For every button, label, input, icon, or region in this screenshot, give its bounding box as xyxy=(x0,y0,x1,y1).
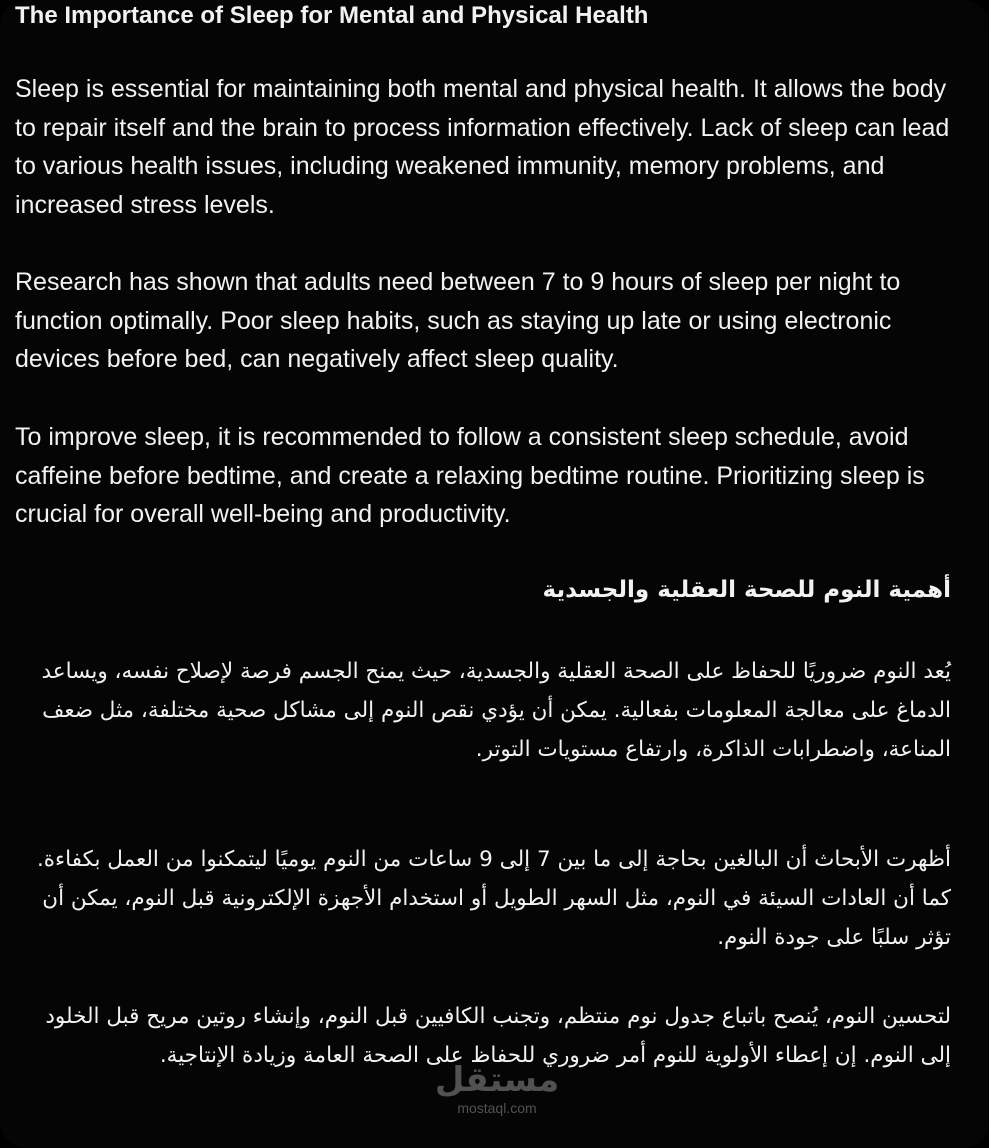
english-paragraph-1: Sleep is essential for maintaining both mental and physical health. It allows the body to repair itself and the brain to process information effectively. Lack of sleep can lead to various health issues, including weakened immunity, memory problems, and increased stress levels. xyxy=(15,75,950,219)
arabic-paragraph-1: يُعد النوم ضروريًا للحفاظ على الصحة العقلية والجسدية، حيث يمنح الجسم فرصة لإصلاح نفسه، ويساعد الدماغ على معالجة المعلومات بفعالية. يمكن أن يؤدي نقص النوم إلى مشاكل صحية مختلفة، مثل ضعف المناعة، واضطرابات الذاكرة، وارتفاع مستويات التوتر. xyxy=(41,659,951,762)
arabic-paragraph-2: أظهرت الأبحاث أن البالغين بحاجة إلى ما بين 7 إلى 9 ساعات من النوم يوميًا ليتمكنوا من العمل بكفاءة. كما أن العادات السيئة في النوم، مثل السهر الطويل أو استخدام الأجهزة الإلكترونية قبل النوم، يمكن أن تؤثر سلبًا على جودة النوم. xyxy=(36,847,951,950)
watermark-url: mostaql.com xyxy=(457,1100,537,1116)
arabic-section xyxy=(21,570,951,1068)
arabic-title: أهمية النوم للصحة العقلية والجسدية xyxy=(542,577,951,603)
watermark-logo: مستقل xyxy=(434,1060,560,1100)
english-paragraph-2: Research has shown that adults need between 7 to 9 hours of sleep per night to function optimally. Poor sleep habits, such as staying up late or using electronic devices before bed, can negatively affect sleep quality. xyxy=(15,268,901,374)
english-title: The Importance of Sleep for Mental and Physical Health xyxy=(15,2,649,29)
english-section xyxy=(15,0,965,529)
arabic-paragraph-3: لتحسين النوم، يُنصح باتباع جدول نوم منتظم، وتجنب الكافيين قبل النوم، وإنشاء روتين مريح قبل الخلود إلى النوم. إن إعطاء الأولوية للنوم أمر ضروري للحفاظ على الصحة العامة وزيادة الإنتاجية. xyxy=(45,1004,951,1068)
english-paragraph-3: To improve sleep, it is recommended to follow a consistent sleep schedule, avoid caffeine before bedtime, and create a relaxing bedtime routine. Prioritizing sleep is crucial for overall well-being and productivity. xyxy=(15,423,925,529)
